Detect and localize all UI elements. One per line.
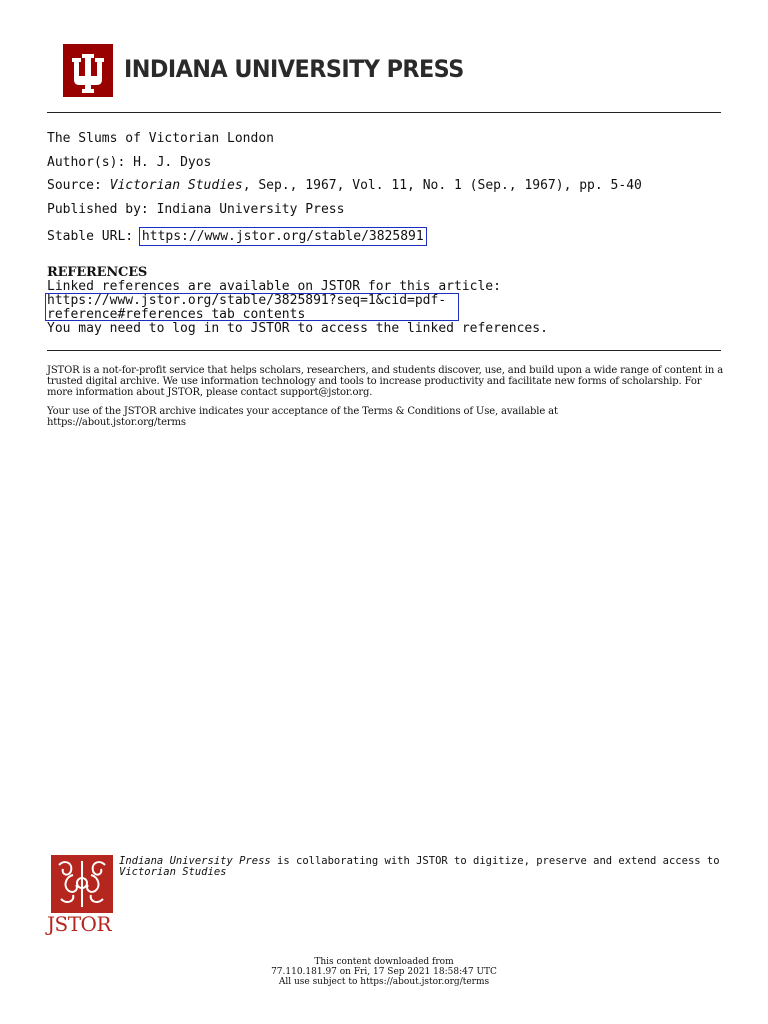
- references-login-note: You may need to log in to JSTOR to access the linked references.: [47, 321, 548, 336]
- terms-notice-line: Your use of the JSTOR archive indicates your acceptance of the Terms & Conditions of Use, available at: [47, 406, 558, 417]
- header-divider: [47, 112, 721, 113]
- jstor-logo-icon: [51, 855, 113, 913]
- source-label: Source:: [47, 178, 102, 193]
- stable-url-link[interactable]: https://www.jstor.org/stable/3825891: [139, 227, 427, 246]
- terms-url[interactable]: https://about.jstor.org/terms: [47, 417, 186, 428]
- publisher-value: Indiana University Press: [156, 202, 345, 217]
- stable-url-row: [47, 229, 427, 245]
- stable-url-label: Stable URL:: [47, 229, 134, 244]
- article-publisher: [47, 202, 344, 218]
- download-line-1: This content downloaded from: [314, 957, 454, 967]
- collab-publisher: Indiana University Press: [119, 855, 271, 867]
- source-journal: Victorian Studies: [109, 178, 243, 193]
- article-source: [47, 178, 642, 194]
- terms-notice-paragraph: [47, 406, 727, 428]
- collab-journal: Victorian Studies: [119, 866, 227, 878]
- publisher-name: INDIANA UNIVERSITY PRESS: [124, 55, 464, 83]
- iu-trident-icon: [63, 44, 113, 97]
- published-label: Published by:: [47, 202, 149, 217]
- references-heading: REFERENCES: [47, 265, 148, 280]
- jstor-notice-paragraph: JSTOR is a not-for-profit service that helps scholars, researchers, and students discover, use, and build upon a wide range of content in a trusted digital archive. We use information technology and tools to increase productivity and facilitate new forms of scholarship. For more information about JSTOR, please contact support@jstor.org.: [47, 365, 724, 398]
- authors-value: H. J. Dyos: [133, 155, 212, 170]
- download-line-2: 77.110.181.97 on Fri, 17 Sep 2021 18:58:47 UTC: [271, 967, 497, 977]
- jstor-wordmark: JSTOR: [47, 912, 112, 936]
- collab-text: is collaborating with JSTOR to digitize, preserve and extend access to: [270, 855, 720, 867]
- download-stamp: [0, 957, 768, 987]
- collaboration-note: [119, 856, 720, 878]
- download-line-3: All use subject to https://about.jstor.org/terms: [278, 977, 490, 987]
- article-title: The Slums of Victorian London: [47, 131, 274, 146]
- references-intro: Linked references are available on JSTOR for this article:: [47, 279, 501, 294]
- authors-label: Author(s):: [47, 155, 126, 170]
- references-link-line1[interactable]: https://www.jstor.org/stable/3825891?seq=1&cid=pdf-: [47, 293, 447, 308]
- article-authors: [47, 155, 211, 171]
- source-details: , Sep., 1967, Vol. 11, No. 1 (Sep., 1967), pp. 5-40: [242, 178, 642, 193]
- references-link-line2[interactable]: reference#references_tab_contents: [47, 307, 306, 322]
- references-divider: [47, 350, 721, 351]
